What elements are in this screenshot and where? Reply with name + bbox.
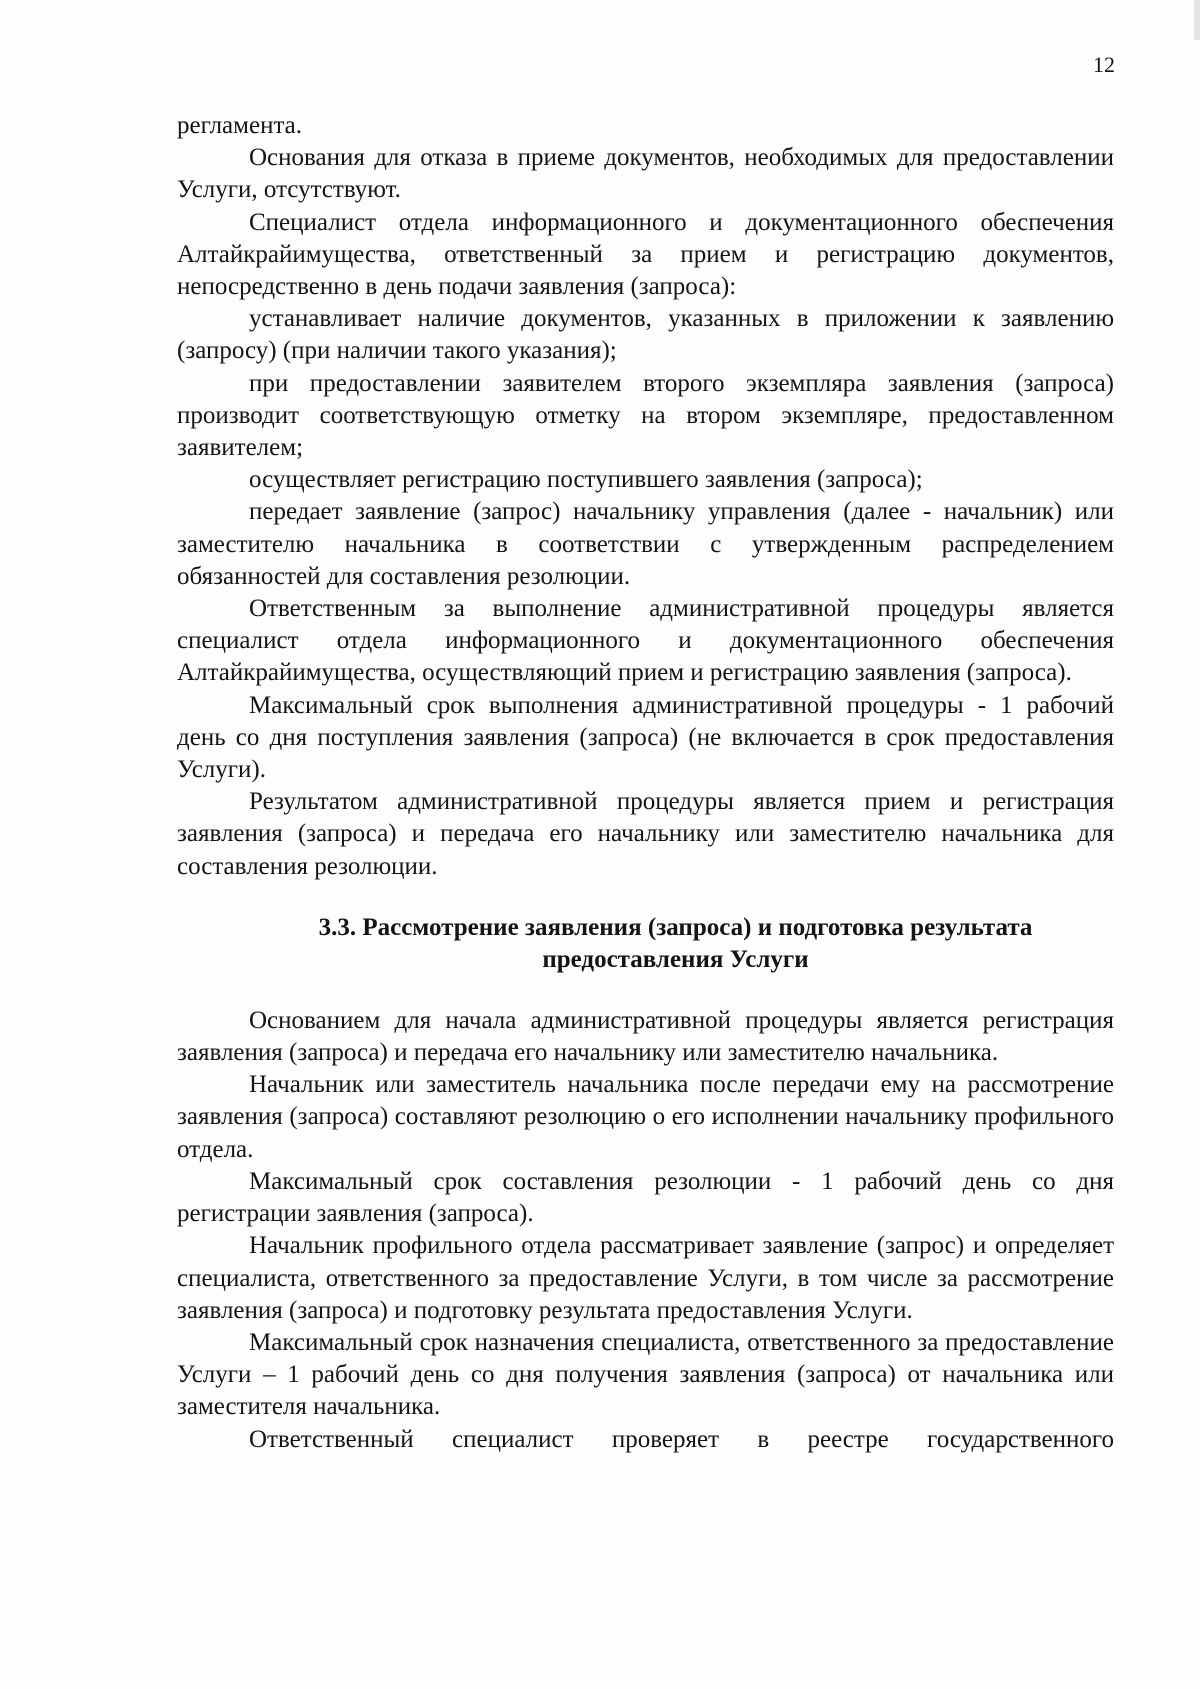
paragraph: Результатом административной процедуры является прием и регистрация заявления (запроса) и передача его начальнику или заместителю начальника для составления резолюции. (177, 788, 1114, 880)
paragraph: регламента. (177, 112, 303, 139)
scan-edge-mark (1194, 0, 1200, 40)
section-after-heading (177, 1005, 1114, 1456)
paragraph: Специалист отдела информационного и документационного обеспечения Алтайкрайимущества, ответственный за прием и регистрацию документов, непосредственно в день подачи заявления (запроса): (177, 208, 1114, 301)
section-heading (177, 912, 1114, 976)
paragraph: передает заявление (запрос) начальнику управления (далее - начальник) или заместителю начальника в соответствии с утвержденным распределением обязанностей для составления резолюции. (177, 498, 1114, 590)
section-heading-line-1: 3.3. Рассмотрение заявления (запроса) и подготовка результата (318, 913, 1033, 941)
paragraph: Максимальный срок назначения специалиста, ответственного за предоставление Услуги – 1 рабочий день со дня получения заявления (запроса) от начальника или заместителя начальника. (177, 1328, 1114, 1421)
paragraph: при предоставлении заявителем второго экземпляра заявления (запроса) производит соответствующую отметку на втором экземпляре, предоставленном заявителем; (177, 369, 1114, 462)
paragraph: устанавливает наличие документов, указанных в приложении к заявлению (запросу) (при наличии такого указания); (177, 305, 1114, 365)
paragraph: Максимальный срок выполнения административной процедуры - 1 рабочий день со дня поступления заявления (запроса) (не включается в срок предоставления Услуги). (177, 691, 1114, 784)
page-content (177, 110, 1114, 1456)
paragraph: Основания для отказа в приеме документов, необходимых для предоставлении Услуги, отсутствуют. (177, 144, 1114, 204)
paragraph: Основанием для начала административной процедуры является регистрация заявления (запроса) и передача его начальнику или заместителю начальника. (177, 1006, 1114, 1067)
paragraph: Начальник или заместитель начальника после передачи ему на рассмотрение заявления (запроса) составляют резолюцию о его исполнении начальнику профильного отдела. (177, 1071, 1114, 1163)
paragraph: Начальник профильного отдела рассматривает заявление (запрос) и определяет специалиста, ответственного за предоставление Услуги, в том числе за рассмотрение заявления (запроса) и подготовку результата предоставления Услуги. (177, 1232, 1114, 1324)
page-number: 12 (1093, 52, 1115, 77)
paragraph: осуществляет регистрацию поступившего заявления (запроса); (249, 466, 923, 494)
paragraph: Ответственным за выполнение административной процедуры является специалист отдела информационного и документационного обеспечения Алтайкрайимущества, осуществляющий прием и регистрацию заявления (запроса). (177, 595, 1114, 687)
paragraph: Максимальный срок составления резолюции - 1 рабочий день со дня регистрации заявления (запроса). (177, 1167, 1114, 1228)
section-before-heading (177, 110, 1114, 883)
paragraph: Ответственный специалист проверяет в реестре государственного (249, 1425, 1114, 1453)
section-heading-line-2: предоставления Услуги (542, 945, 809, 973)
